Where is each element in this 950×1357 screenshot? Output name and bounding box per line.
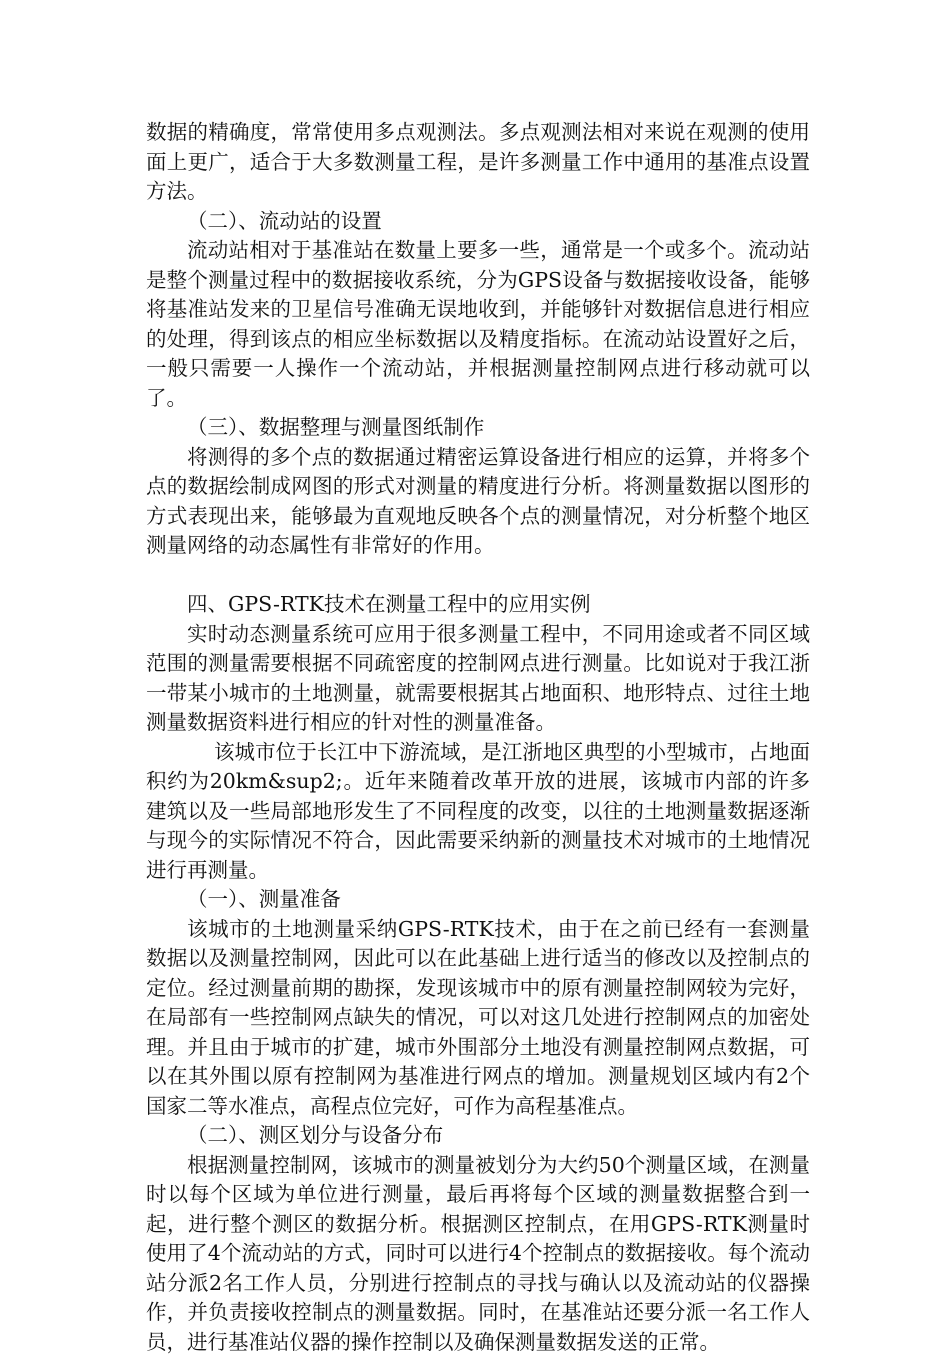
- subheading-data-processing: （三）、数据整理与测量图纸制作: [146, 413, 810, 443]
- section-spacer: [146, 561, 810, 591]
- paragraph-city-overview: 该城市位于长江中下游流域，是江浙地区典型的小型城市，占地面积约为20km&sup2;。近年来随着改革开放的进展，该城市内部的许多建筑以及一些局部地形发生了不同程度的改变，以往的土地测量数据逐渐与现今的实际情况不符合，因此需要采纳新的测量技术对城市的土地情况进行再测量。: [146, 738, 810, 886]
- subheading-zones-equipment: （二）、测区划分与设备分布: [146, 1121, 810, 1151]
- section-heading-application: 四、GPS-RTK技术在测量工程中的应用实例: [146, 590, 810, 620]
- subheading-rover-setup: （二）、流动站的设置: [146, 207, 810, 237]
- paragraph-rover-setup: 流动站相对于基准站在数量上要多一些，通常是一个或多个。流动站是整个测量过程中的数据接收系统，分为GPS设备与数据接收设备，能够将基准站发来的卫星信号准确无误地收到，并能够针对数据信息进行相应的处理，得到该点的相应坐标数据以及精度指标。在流动站设置好之后，一般只需要一人操作一个流动站，并根据测量控制网点进行移动就可以了。: [146, 236, 810, 413]
- paragraph-intro-continued: 数据的精确度，常常使用多点观测法。多点观测法相对来说在观测的使用面上更广，适合于大多数测量工程，是许多测量工作中通用的基准点设置方法。: [146, 118, 810, 207]
- paragraph-zones-equipment: 根据测量控制网，该城市的测量被划分为大约50个测量区域，在测量时以每个区域为单位进行测量，最后再将每个区域的测量数据整合到一起，进行整个测区的数据分析。根据测区控制点，在用GPS-RTK测量时使用了4个流动站的方式，同时可以进行4个控制点的数据接收。每个流动站分派2名工作人员，分别进行控制点的寻找与确认以及流动站的仪器操作，并负责接收控制点的测量数据。同时，在基准站还要分派一名工作人员，进行基准站仪器的操作控制以及确保测量数据发送的正常。: [146, 1151, 810, 1357]
- paragraph-data-processing: 将测得的多个点的数据通过精密运算设备进行相应的运算，并将多个点的数据绘制成网图的形式对测量的精度进行分析。将测量数据以图形的方式表现出来，能够最为直观地反映各个点的测量情况，对分析整个地区测量网络的动态属性有非常好的作用。: [146, 443, 810, 561]
- document-body: [146, 118, 810, 1357]
- paragraph-preparation: 该城市的土地测量采纳GPS-RTK技术，由于在之前已经有一套测量数据以及测量控制网，因此可以在此基础上进行适当的修改以及控制点的定位。经过测量前期的勘探，发现该城市中的原有测量控制网较为完好，在局部有一些控制网点缺失的情况，可以对这几处进行控制网点的加密处理。并且由于城市的扩建，城市外围部分土地没有测量控制网点数据，可以在其外围以原有控制网为基准进行网点的增加。测量规划区域内有2个国家二等水准点，高程点位完好，可作为高程基准点。: [146, 915, 810, 1122]
- paragraph-application-intro: 实时动态测量系统可应用于很多测量工程中，不同用途或者不同区域范围的测量需要根据不同疏密度的控制网点进行测量。比如说对于我江浙一带某小城市的土地测量，就需要根据其占地面积、地形特点、过往土地测量数据资料进行相应的针对性的测量准备。: [146, 620, 810, 738]
- subheading-preparation: （一）、测量准备: [146, 885, 810, 915]
